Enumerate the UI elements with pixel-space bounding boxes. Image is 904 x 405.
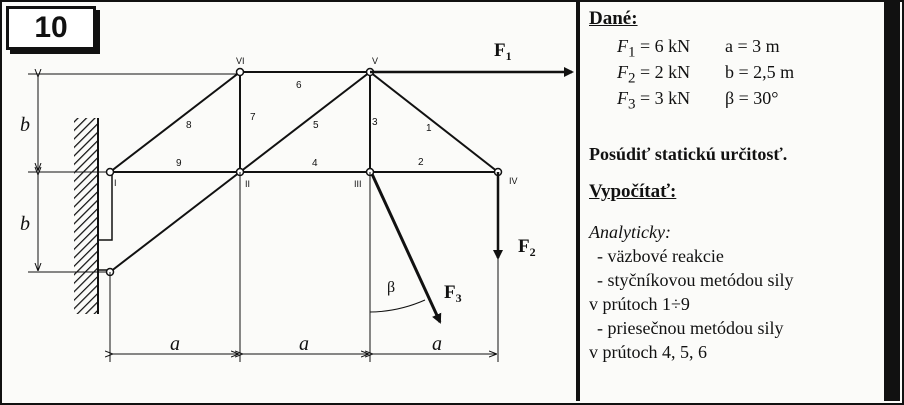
member-8 <box>110 72 240 172</box>
list-item: v prútoch 1÷9 <box>589 294 690 314</box>
given-force-2: $F_2 = 2$ kN <box>617 62 691 87</box>
list-item: v prútoch 4, 5, 6 <box>589 342 707 362</box>
list-item: - väzbové reakcie <box>597 246 724 266</box>
force-label-F3: $F_3$ <box>444 282 462 305</box>
member-label-5: 5 <box>313 120 319 131</box>
task-statement: Posúdiť statickú určitosť. <box>589 144 788 164</box>
dim-label-a2: a <box>299 333 309 355</box>
member-label-3: 3 <box>372 117 378 128</box>
force-label-F1: $F_1$ <box>494 40 512 63</box>
beta-arc <box>370 300 425 312</box>
member-lower-diagonal <box>110 172 240 272</box>
node-label-V: V <box>372 56 379 66</box>
method-label: Analyticky: <box>589 222 671 242</box>
member-label-2: 2 <box>418 157 424 168</box>
member-label-1: 1 <box>426 123 432 134</box>
force-label-F2: $F_2$ <box>518 236 536 259</box>
angle-label-beta: β <box>387 279 396 296</box>
node-label-II: II <box>245 179 251 189</box>
member-label-4: 4 <box>312 158 318 169</box>
member-label-8: 8 <box>186 120 192 131</box>
given-param-beta: β = 30° <box>725 88 779 108</box>
list-item: - priesečnou metódou sily <box>597 318 784 338</box>
member-5 <box>240 72 370 172</box>
method-list <box>589 220 879 364</box>
wall-hatching <box>74 118 98 314</box>
node-label-I: I <box>114 178 117 188</box>
problem-number-badge: 10 <box>6 6 96 50</box>
node-label-IV: IV <box>509 176 518 186</box>
problem-statement-panel <box>589 6 879 396</box>
node-VI <box>237 69 244 76</box>
given-param-a: a = 3 m <box>725 36 780 56</box>
given-param-b: b = 2,5 m <box>725 62 795 82</box>
node-label-III: III <box>354 179 362 189</box>
list-item: - styčníkovou metódou sily <box>597 270 794 290</box>
given-heading: Dané: <box>589 8 638 29</box>
dim-label-b-bottom: b <box>20 213 30 235</box>
given-force-1: $F_1 = 6$ kN <box>617 36 691 61</box>
dim-label-b-top: b <box>20 114 30 136</box>
member-label-7: 7 <box>250 112 256 123</box>
given-force-3: $F_3 = 3$ kN <box>617 88 691 113</box>
compute-heading: Vypočítať: <box>589 181 677 202</box>
dim-label-a3: a <box>432 333 442 355</box>
dim-label-a1: a <box>170 333 180 355</box>
force-arrow-F3 <box>372 174 440 322</box>
node-I <box>107 169 114 176</box>
member-label-9: 9 <box>176 158 182 169</box>
support-bracket <box>98 172 112 240</box>
node-label-VI: VI <box>236 56 245 66</box>
member-1 <box>370 72 498 172</box>
member-label-6: 6 <box>296 80 302 91</box>
